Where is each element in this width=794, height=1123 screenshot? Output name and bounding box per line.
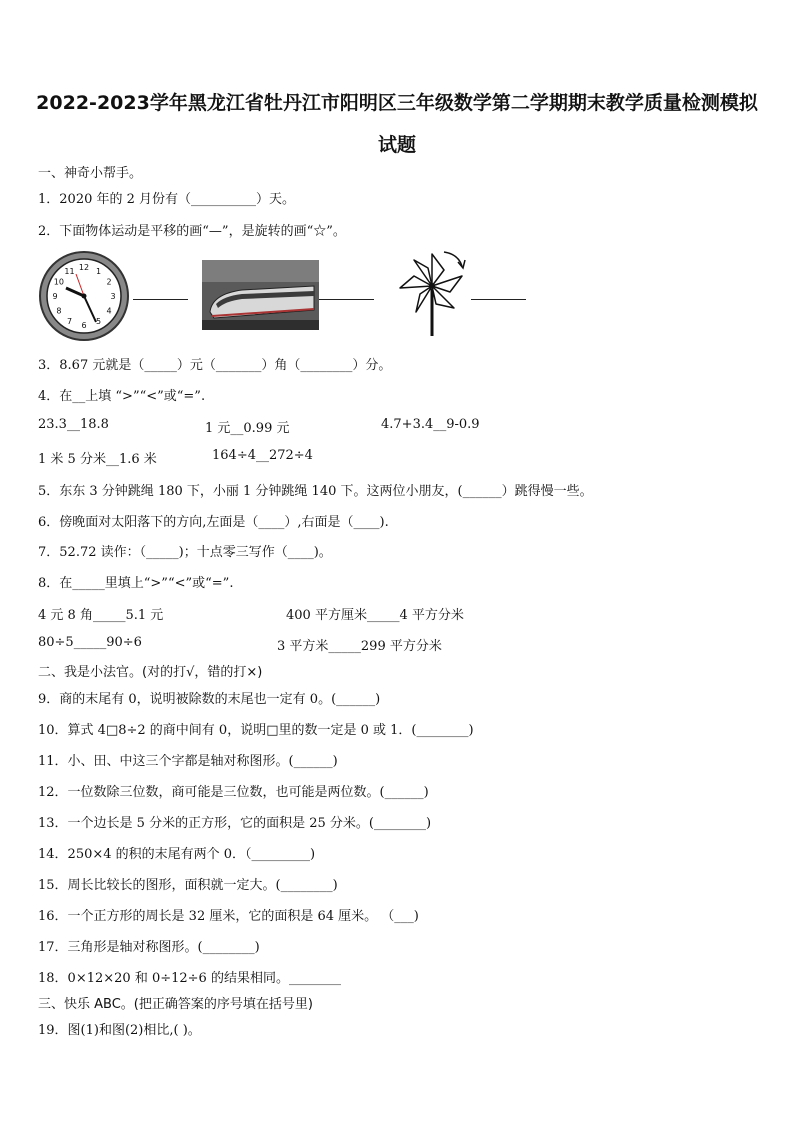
question-2: 2．下面物体运动是平移的画“—”，是旋转的画“☆”。 [38,224,346,239]
q4-item: 23.3__18.8 [38,417,109,432]
question-8: 8．在_____里填上“>”“<”或“=”. [38,576,234,591]
q8-item: 3 平方米_____299 平方分米 [277,639,442,654]
clock-numeral: 2 [106,277,112,287]
question-14: 14．250×4 的积的末尾有两个 0．（_________) [38,847,316,862]
question-5: 5．东东 3 分钟跳绳 180 下，小丽 1 分钟跳绳 140 下。这两位小朋友，(______）跳得慢一些。 [38,484,593,499]
q8-item: 400 平方厘米_____4 平方分米 [286,608,464,623]
question-9: 9．商的末尾有 0，说明被除数的末尾也一定有 0。(______) [38,692,381,707]
question-13: 13．一个边长是 5 分米的正方形，它的面积是 25 分米。(________) [38,816,432,831]
question-19: 19．图(1)和图(2)相比,( )。 [38,1023,201,1038]
clock-numeral: 1 [95,266,102,276]
q4-item: 4.7+3.4__9-0.9 [381,417,480,432]
question-17: 17．三角形是轴对称图形。(________) [38,940,260,955]
clock-numeral: 10 [53,277,64,287]
doc-title-line2: 试题 [377,134,416,156]
question-1: 1．2020 年的 2 月份有（__________）天。 [38,192,296,207]
question-3: 3．8.67 元就是（_____）元（_______）角（________）分。 [38,358,392,373]
q4-item: 1 米 5 分米__1.6 米 [38,452,157,467]
section-2-heading: 二、我是小法官。(对的打√，错的打×) [38,665,263,680]
question-18: 18．0×12×20 和 0÷12÷6 的结果相同。________ [38,971,341,986]
q4-item: 1 元__0.99 元 [205,421,290,436]
train-image [202,260,319,330]
q4-item: 164÷4__272÷4 [212,448,313,463]
question-7: 7．52.72 读作：（_____)；十点零三写作（____)。 [38,545,332,560]
clock-numeral: 5 [95,317,102,327]
clock-image [38,250,130,342]
clock-numeral: 11 [64,266,75,276]
q8-item: 4 元 8 角_____5.1 元 [38,608,164,623]
doc-title-line1: 2022-2023学年黑龙江省牡丹江市阳明区三年级数学第二学期期末教学质量检测模拟 [36,92,758,114]
clock-numeral: 6 [81,321,87,330]
clock-numeral: 3 [110,292,116,301]
clock-numeral: 12 [78,263,90,272]
clock-numeral: 9 [52,292,58,301]
section-1-heading: 一、神奇小帮手。 [38,166,143,181]
question-15: 15．周长比较长的图形，面积就一定大。(________) [38,878,338,893]
pinwheel-image [392,246,472,338]
question-10: 10．算式 4□8÷2 的商中间有 0，说明□里的数一定是 0 或 1．(________) [38,723,474,738]
question-12: 12．一位数除三位数，商可能是三位数，也可能是两位数。(______) [38,785,429,800]
question-16: 16．一个正方形的周长是 32 厘米，它的面积是 64 厘米。 （___) [38,909,419,924]
answer-blank-clock [133,299,188,300]
question-4: 4．在__上填 “>”“<”或“=”. [38,389,206,404]
answer-blank-train [319,299,374,300]
clock-numeral: 4 [106,306,112,316]
answer-blank-pinwheel [471,299,526,300]
question-11: 11．小、田、中这三个字都是轴对称图形。(______) [38,754,338,769]
clock-numeral: 8 [56,306,62,316]
clock-numeral: 7 [66,317,73,327]
q8-item: 80÷5_____90÷6 [38,635,142,650]
section-3-heading: 三、快乐 ABC。(把正确答案的序号填在括号里) [38,997,313,1012]
question-6: 6．傍晚面对太阳落下的方向,左面是（____）,右面是（____). [38,515,389,530]
